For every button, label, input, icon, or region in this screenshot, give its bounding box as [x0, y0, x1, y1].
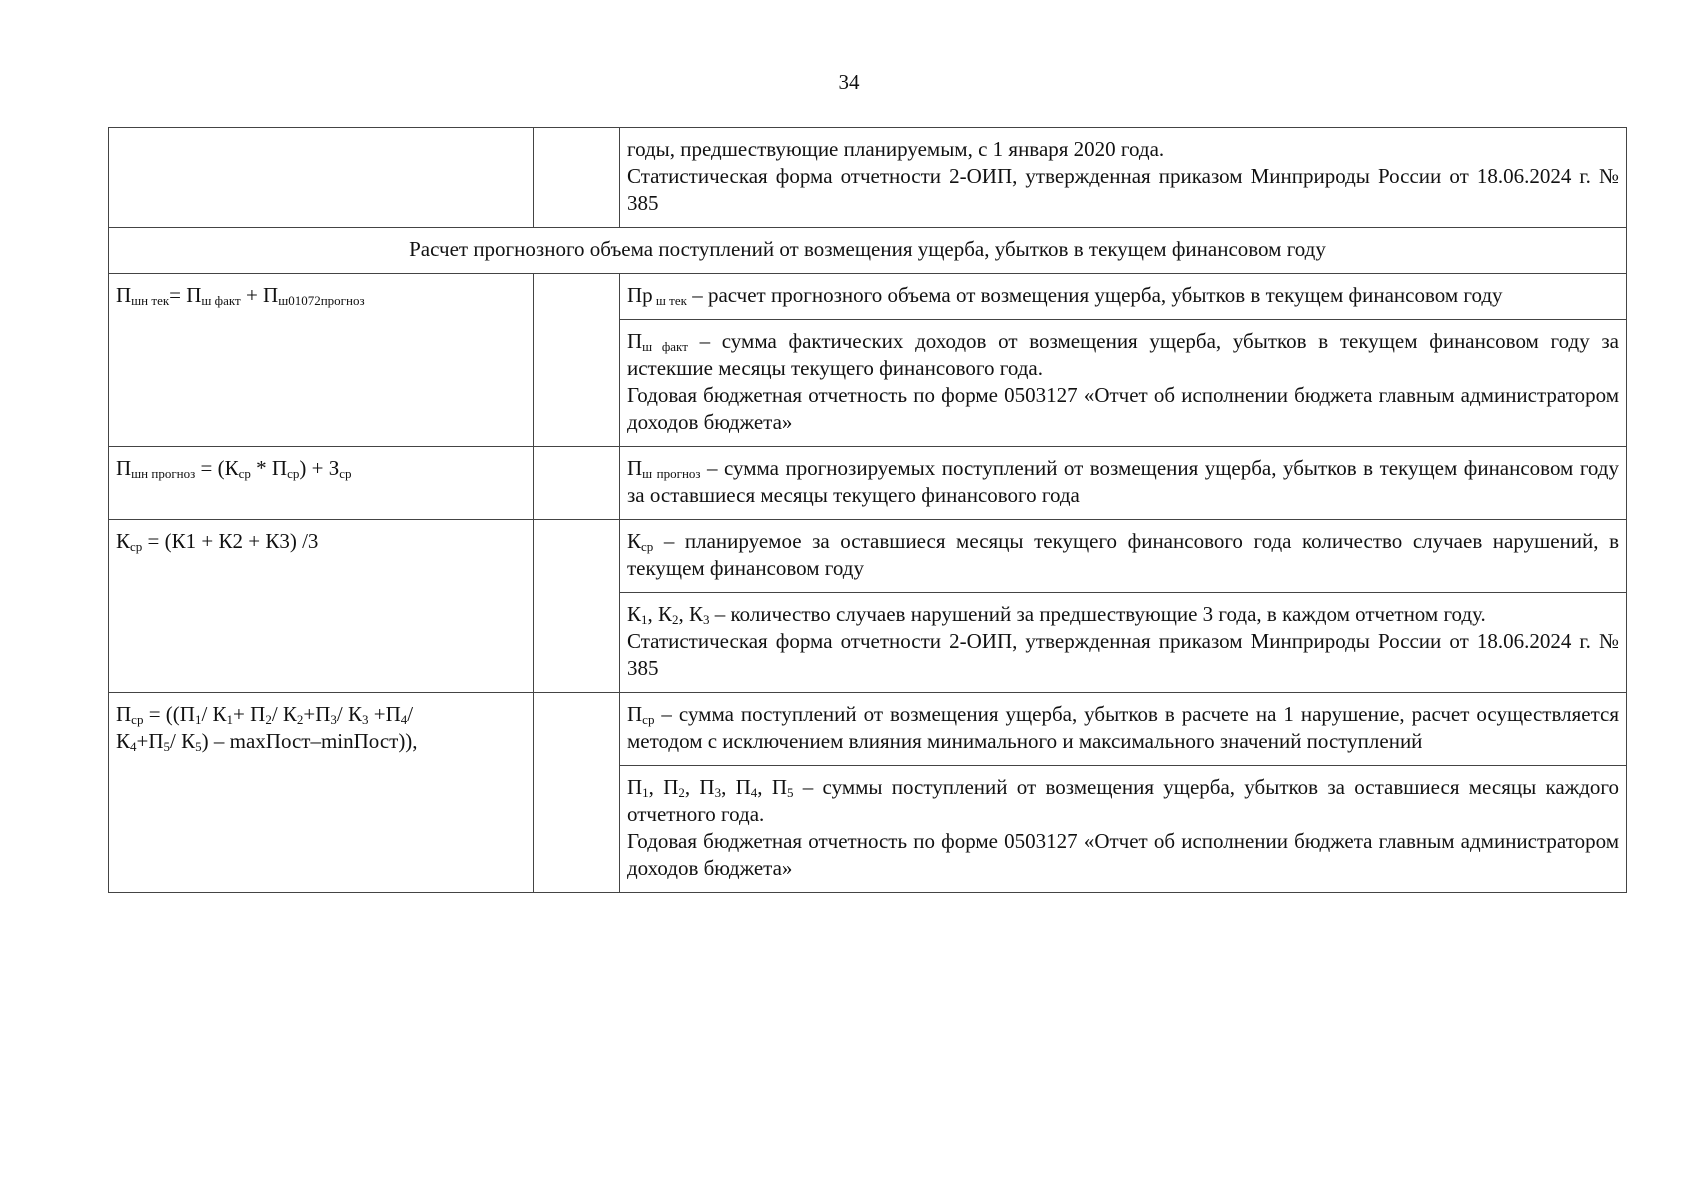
definition-cell: [620, 274, 1627, 320]
definition-cell: [620, 520, 1627, 593]
formula-cell: [109, 693, 534, 893]
subscript: ш факт: [642, 339, 688, 354]
formula-term: П: [116, 283, 132, 307]
subscript: 2: [265, 712, 272, 727]
methodology-table: [108, 127, 1627, 893]
subscript: ср: [131, 712, 144, 727]
source-text: Годовая бюджетная отчетность по форме 0503127 «Отчет об исполнении бюджета главным администратором доходов бюджета»: [627, 383, 1619, 434]
formula-term: +П: [136, 729, 164, 753]
formula-term: К: [627, 529, 642, 553]
formula: [116, 455, 526, 482]
formula: [116, 528, 526, 555]
subscript: ср: [130, 539, 143, 554]
formula-term: , П: [684, 775, 715, 799]
table-row: [109, 447, 1627, 520]
formula-term: – планируемое за оставшиеся месяцы текущего финансового года количество случаев нарушений, в текущем финансовом году: [627, 529, 1619, 580]
subscript: 4: [400, 712, 408, 727]
table-row: [109, 693, 1627, 766]
subscript: 4: [130, 739, 137, 754]
formula-term: / К: [201, 702, 227, 726]
subscript: 2: [678, 785, 685, 800]
formula: [116, 701, 526, 755]
formula-cell: [109, 447, 534, 520]
section-title: Расчет прогнозного объема поступлений от возмещения ущерба, убытков в текущем финансовом году: [109, 228, 1627, 274]
subscript: ш тек: [652, 293, 687, 308]
definition-text: [627, 774, 1619, 828]
formula-term: /: [407, 702, 414, 726]
definition-cell: [620, 693, 1627, 766]
formula-term: – суммы поступлений от возмещения ущерба, убытков за оставшиеся месяцы каждого отчетного года.: [627, 775, 1619, 826]
formula-term: , П: [648, 775, 679, 799]
table-row: [109, 228, 1627, 274]
formula-term: , П: [721, 775, 751, 799]
definition-text: годы, предшествующие планируемым, с 1 января 2020 года.: [627, 137, 1165, 161]
subscript: 3: [703, 612, 710, 627]
page-number: 34: [838, 70, 860, 94]
subscript: ш01072прогноз: [278, 293, 365, 308]
formula-term: – сумма поступлений от возмещения ущерба, убытков в расчете на 1 нарушение, расчет осуществляется методом с исключением влияния минимального и максимального значений поступлений: [627, 702, 1619, 753]
subscript: ш факт: [201, 293, 241, 308]
formula-term: + П: [240, 283, 279, 307]
source-text: Статистическая форма отчетности 2-ОИП, утвержденная приказом Минприроды России от 18.06.2024 г. № 385: [627, 164, 1619, 215]
empty-cell: [534, 520, 620, 693]
formula-term: П: [627, 329, 643, 353]
formula-term: К: [116, 529, 131, 553]
subscript: 1: [226, 712, 234, 727]
source-text: Статистическая форма отчетности 2-ОИП, утвержденная приказом Минприроды России от 18.06.2024 г. № 385: [627, 629, 1619, 680]
subscript: 3: [362, 712, 369, 727]
formula-term: / К: [170, 729, 196, 753]
formula-term: * П: [250, 456, 288, 480]
empty-cell: [534, 447, 620, 520]
formula-term: , К: [647, 602, 673, 626]
subscript: ср: [642, 712, 655, 727]
subscript: 4: [750, 785, 758, 800]
subscript: ср: [641, 539, 654, 554]
subscript: 2: [296, 712, 304, 727]
formula-term: ) + З: [299, 456, 340, 480]
formula-term: П: [116, 702, 132, 726]
definition-text: [627, 328, 1619, 382]
formula-term: П: [627, 456, 643, 480]
subscript: 2: [672, 612, 679, 627]
subscript: 1: [641, 612, 648, 627]
source-text: Годовая бюджетная отчетность по форме 0503127 «Отчет об исполнении бюджета главным администратором доходов бюджета»: [627, 829, 1619, 880]
subscript: ш прогноз: [642, 466, 701, 481]
subscript: 3: [714, 785, 722, 800]
formula-term: Пр: [627, 283, 653, 307]
subscript: шн тек: [131, 293, 170, 308]
formula-term: – сумма прогнозируемых поступлений от возмещения ущерба, убытков в текущем финансовом году за оставшиеся месяцы текущего финансового года: [627, 456, 1619, 507]
formula-term: / К: [271, 702, 297, 726]
subscript: ср: [339, 466, 352, 481]
subscript: ср: [287, 466, 300, 481]
definition-cell: [620, 128, 1627, 228]
formula-term: – сумма фактических доходов от возмещения ущерба, убытков в текущем финансовом году за истекшие месяцы текущего финансового года.: [627, 329, 1619, 380]
formula-term: К: [627, 602, 642, 626]
formula-term: +П: [368, 702, 401, 726]
subscript: 5: [163, 739, 171, 754]
table-row: [109, 520, 1627, 593]
definition-text: [627, 601, 1619, 628]
formula-term: , П: [757, 775, 787, 799]
formula-term: П: [116, 456, 132, 480]
formula-term: , К: [678, 602, 704, 626]
definition-cell: [620, 593, 1627, 693]
table-row: [109, 274, 1627, 320]
table-row: [109, 128, 1627, 228]
subscript: ср: [238, 466, 251, 481]
subscript: 5: [195, 739, 202, 754]
formula-term: П: [627, 702, 643, 726]
formula: [116, 282, 526, 309]
subscript: 5: [786, 785, 794, 800]
formula-term: +П: [303, 702, 331, 726]
formula-term: = (К1 + К2 + К3) /3: [142, 529, 319, 553]
formula-term: – расчет прогнозного объема от возмещения ущерба, убытков в текущем финансовом году: [686, 283, 1503, 307]
formula-term: – количество случаев нарушений за предшествующие 3 года, в каждом отчетном году.: [709, 602, 1486, 626]
formula-term: + П: [233, 702, 266, 726]
formula-term: = (К: [195, 456, 239, 480]
definition-cell: [620, 447, 1627, 520]
empty-cell: [534, 128, 620, 228]
definition-cell: [620, 320, 1627, 447]
formula-term: / К: [336, 702, 363, 726]
formula-cell: [109, 520, 534, 693]
formula-term: П: [627, 775, 643, 799]
subscript: 1: [194, 712, 202, 727]
definition-cell: [620, 766, 1627, 893]
formula-term: = П: [169, 283, 202, 307]
formula-term: = ((П: [143, 702, 195, 726]
empty-cell: [534, 693, 620, 893]
formula-term: К: [116, 729, 131, 753]
formula-cell: [109, 128, 534, 228]
formula-term: ) – maxПост–minПост)),: [201, 729, 418, 753]
subscript: шн прогноз: [131, 466, 196, 481]
subscript: 1: [642, 785, 649, 800]
formula-cell: [109, 274, 534, 447]
empty-cell: [534, 274, 620, 447]
subscript: 3: [330, 712, 337, 727]
